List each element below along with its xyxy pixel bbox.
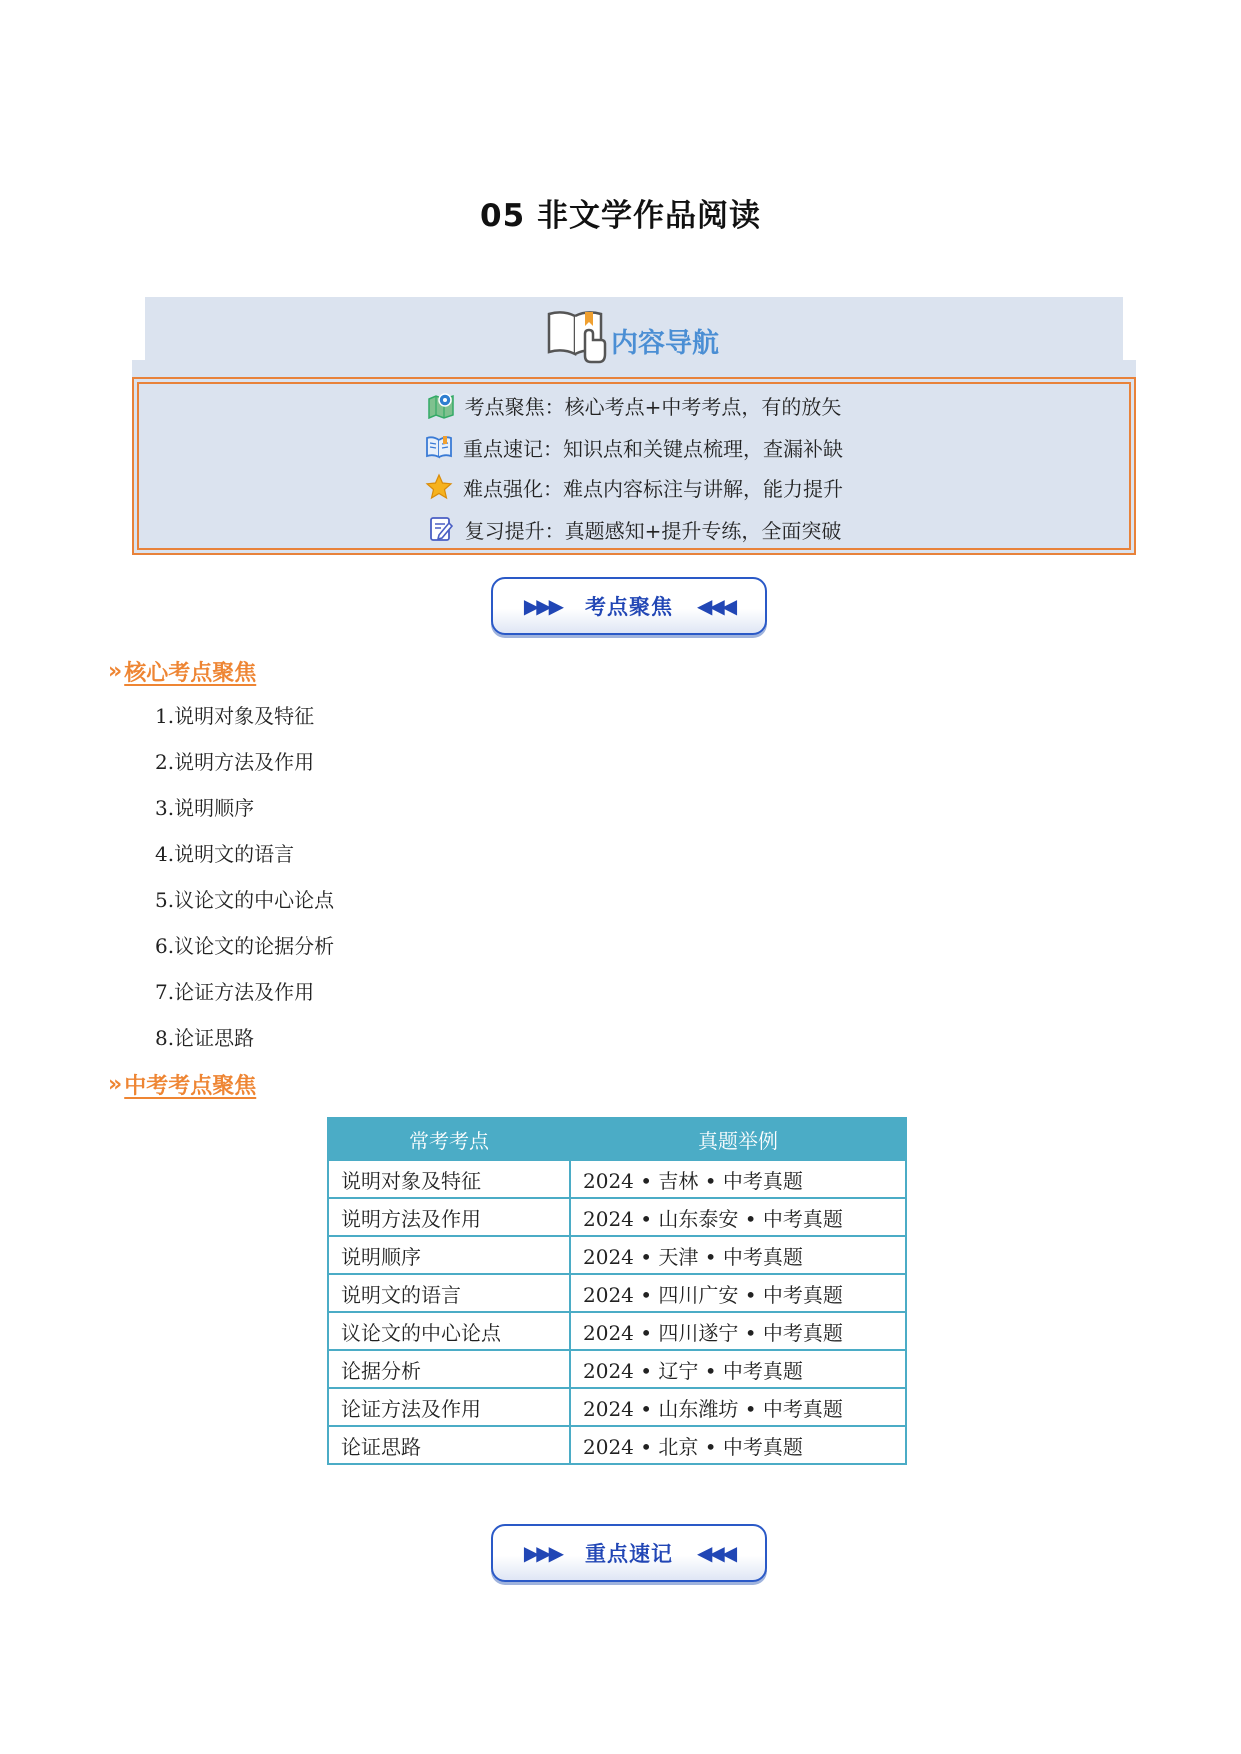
list-item: 8.论证思路 — [155, 1026, 255, 1050]
triple-arrow-right-icon: ▶▶▶ — [523, 594, 561, 618]
triple-arrow-left-icon: ◀◀◀ — [697, 594, 735, 618]
table-cell: 2024 • 山东泰安 • 中考真题 — [570, 1198, 906, 1236]
section-button-label: 重点速记 — [585, 1542, 673, 1566]
table-cell: 说明对象及特征 — [328, 1160, 570, 1198]
table-cell: 说明方法及作用 — [328, 1198, 570, 1236]
nav-item-text: 重点速记：知识点和关键点梳理，查漏补缺 — [463, 436, 843, 461]
table-row — [328, 1312, 906, 1350]
column-header: 真题举例 — [570, 1118, 906, 1160]
open-book-icon — [425, 433, 453, 461]
table-cell: 议论文的中心论点 — [328, 1312, 570, 1350]
table-cell: 2024 • 四川广安 • 中考真题 — [570, 1274, 906, 1312]
page-title: 05 非文学作品阅读 — [480, 198, 761, 234]
table-cell: 论证思路 — [328, 1426, 570, 1464]
nav-item-fuxi[interactable] — [134, 511, 1134, 547]
table-cell: 论据分析 — [328, 1350, 570, 1388]
table-cell: 2024 • 吉林 • 中考真题 — [570, 1160, 906, 1198]
nav-item-text: 难点强化：难点内容标注与讲解，能力提升 — [463, 476, 843, 501]
nav-box — [132, 377, 1136, 555]
table-row — [328, 1350, 906, 1388]
map-pin-icon — [427, 391, 455, 419]
list-item: 4.说明文的语言 — [155, 842, 295, 866]
nav-item-text: 复习提升：真题感知+提升专练，全面突破 — [464, 518, 842, 543]
list-item: 5.议论文的中心论点 — [155, 888, 335, 912]
list-item: 2.说明方法及作用 — [155, 750, 315, 774]
core-heading — [108, 656, 256, 687]
table-cell: 说明文的语言 — [328, 1274, 570, 1312]
double-chevron-icon: » — [108, 659, 117, 684]
table-row — [328, 1426, 906, 1464]
nav-header — [545, 296, 719, 366]
core-heading-text: 核心考点聚焦 — [124, 661, 257, 686]
table-row — [328, 1198, 906, 1236]
table-cell: 2024 • 天津 • 中考真题 — [570, 1236, 906, 1274]
exam-heading — [108, 1069, 256, 1100]
edit-note-icon — [427, 515, 455, 543]
nav-item-nandian[interactable] — [134, 469, 1134, 505]
nav-item-zhongdian[interactable] — [134, 429, 1134, 465]
table-cell: 2024 • 四川遂宁 • 中考真题 — [570, 1312, 906, 1350]
double-chevron-icon: » — [108, 1072, 117, 1097]
table-header-row — [328, 1118, 906, 1160]
list-item: 7.论证方法及作用 — [155, 980, 315, 1004]
table-row — [328, 1388, 906, 1426]
exam-heading-text: 中考考点聚焦 — [124, 1074, 257, 1099]
book-pointer-icon — [545, 304, 609, 366]
table-cell: 2024 • 北京 • 中考真题 — [570, 1426, 906, 1464]
triple-arrow-left-icon: ◀◀◀ — [697, 1541, 735, 1565]
table-cell: 2024 • 辽宁 • 中考真题 — [570, 1350, 906, 1388]
list-item: 1.说明对象及特征 — [155, 704, 315, 728]
list-item: 6.议论文的论据分析 — [155, 934, 335, 958]
nav-item-text: 考点聚焦：核心考点+中考考点，有的放矢 — [464, 394, 842, 419]
section-button-label: 考点聚焦 — [585, 595, 673, 619]
section-button-kaodian[interactable] — [491, 577, 767, 635]
nav-item-kaodian[interactable] — [134, 387, 1134, 423]
table-cell: 2024 • 山东潍坊 • 中考真题 — [570, 1388, 906, 1426]
core-points-list — [155, 702, 334, 1070]
section-button-zhongdian[interactable] — [491, 1524, 767, 1582]
table-row — [328, 1274, 906, 1312]
table-cell: 说明顺序 — [328, 1236, 570, 1274]
table-cell: 论证方法及作用 — [328, 1388, 570, 1426]
triple-arrow-right-icon: ▶▶▶ — [523, 1541, 561, 1565]
list-item: 3.说明顺序 — [155, 796, 255, 820]
table-row — [328, 1236, 906, 1274]
nav-title: 内容导航 — [611, 328, 719, 359]
star-icon — [425, 473, 453, 501]
column-header: 常考考点 — [328, 1118, 570, 1160]
exam-table — [327, 1117, 907, 1465]
table-row — [328, 1160, 906, 1198]
